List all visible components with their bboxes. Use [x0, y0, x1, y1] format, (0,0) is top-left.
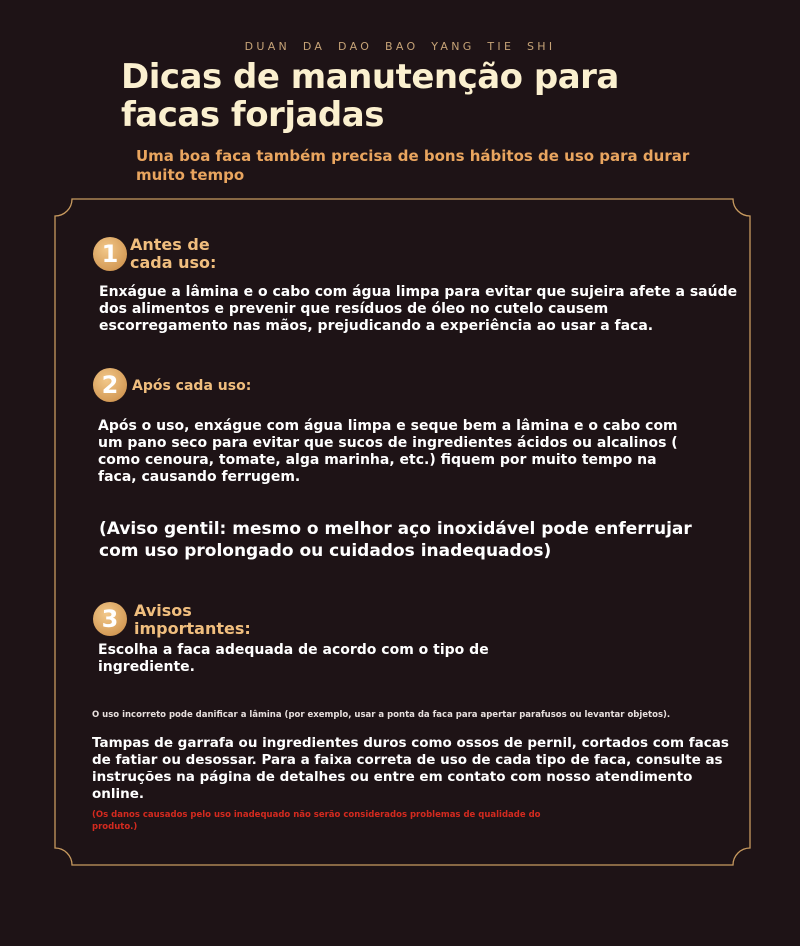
section-3-heading: Avisos importantes:: [134, 601, 251, 638]
step-1-badge: 1: [93, 237, 127, 271]
section-2-warning: (Aviso gentil: mesmo o melhor aço inoxidável pode enferrujar com uso prolongado ou cuidados inadequados): [99, 519, 692, 561]
page-subtitle: Uma boa faca também precisa de bons hábitos de uso para durar muito tempo: [136, 147, 690, 184]
footer-small-note: O uso incorreto pode danificar a lâmina (por exemplo, usar a ponta da faca para apertar parafusos ou levantar objetos).: [92, 710, 671, 720]
page-title: Dicas de manutenção para facas forjadas: [121, 57, 619, 135]
section-3-body: Escolha a faca adequada de acordo com o tipo de ingrediente.: [98, 642, 489, 675]
footer-red-note: (Os danos causados pelo uso inadequado não serão considerados problemas de qualidade do produto.): [92, 810, 541, 832]
section-2-body: Após o uso, enxágue com água limpa e seque bem a lâmina e o cabo com um pano seco para evitar que sucos de ingredientes ácidos ou alcalinos ( como cenoura, tomate, alga marinha, etc.) fiquem por muito tempo na faca, causando ferrugem.: [98, 418, 678, 485]
footer-main-note: Tampas de garrafa ou ingredientes duros como ossos de pernil, cortados com facas de fatiar ou desossar. Para a faixa correta de uso de cada tipo de faca, consulte as instruções na página de detalhes ou entre em contato com nosso atendimento online.: [92, 735, 729, 802]
section-1-heading: Antes de cada uso:: [130, 235, 217, 272]
step-2-badge: 2: [93, 368, 127, 402]
section-2-heading: Após cada uso:: [132, 378, 252, 394]
pinyin-heading: DUAN DA DAO BAO YANG TIE SHI: [244, 40, 556, 53]
section-1-body: Enxágue a lâmina e o cabo com água limpa para evitar que sujeira afete a saúde dos alimentos e prevenir que resíduos de óleo no cutelo causem escorregamento nas mãos, prejudicando a experiência ao usar a faca.: [99, 284, 738, 334]
step-3-badge: 3: [93, 602, 127, 636]
